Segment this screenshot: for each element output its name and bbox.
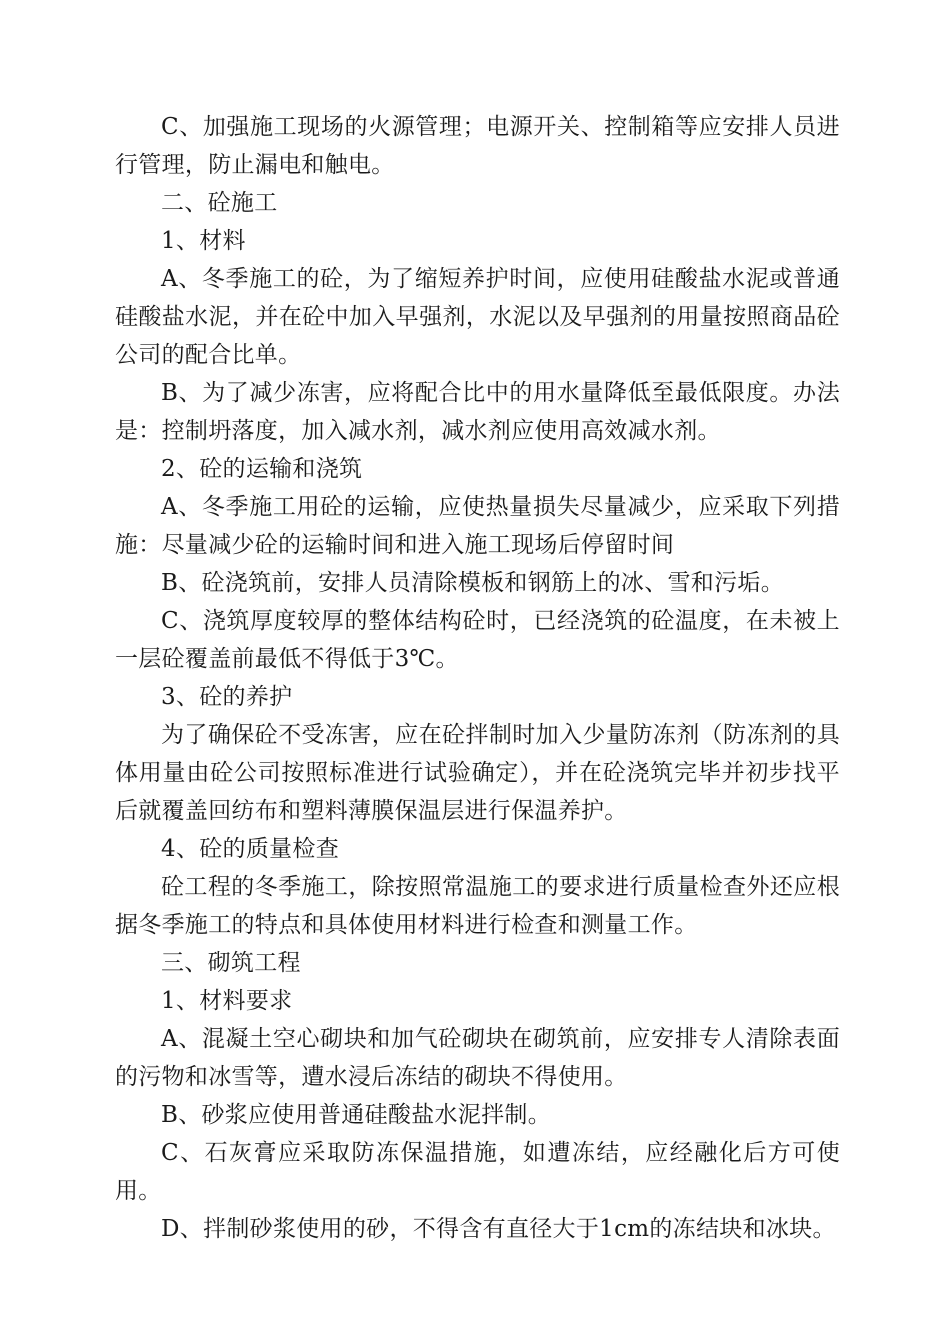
paragraph-lime-paste: C、石灰膏应采取防冻保温措施，如遭冻结，应经融化后方可使用。 [115,1140,840,1204]
subheading-curing: 3、砼的养护 [161,684,293,710]
paragraph-min-temperature: C、浇筑厚度较厚的整体结构砼时，已经浇筑的砼温度，在未被上一层砼覆盖前最低不得低于3℃。 [115,608,840,672]
paragraph-water-reduction: B、为了减少冻害，应将配合比中的用水量降低至最低限度。办法是：控制坍落度，加入减水剂，减水剂应使用高效减水剂。 [115,380,840,444]
subheading-quality-inspection: 4、砼的质量检查 [161,836,340,862]
paragraph-antifreeze: 为了确保砼不受冻害，应在砼拌制时加入少量防冻剂（防冻剂的具体用量由砼公司按照标准进行试验确定），并在砼浇筑完毕并初步找平后就覆盖回纺布和塑料薄膜保温层进行保温养护。 [115,722,840,824]
subheading-material-requirements: 1、材料要求 [161,988,293,1014]
paragraph-sand: D、拌制砂浆使用的砂，不得含有直径大于1cm的冻结块和冰块。 [161,1216,836,1242]
heading-masonry: 三、砌筑工程 [161,950,301,976]
subheading-transport-pouring: 2、砼的运输和浇筑 [161,456,363,482]
paragraph-clean-formwork: B、砼浇筑前，安排人员清除模板和钢筋上的冰、雪和污垢。 [161,570,785,596]
heading-concrete-construction: 二、砼施工 [161,190,278,216]
paragraph-transport: A、冬季施工用砼的运输，应使热量损失尽量减少，应采取下列措施：尽量减少砼的运输时间和进入施工现场后停留时间 [115,494,840,558]
paragraph-quality-inspection: 砼工程的冬季施工，除按照常温施工的要求进行质量检查外还应根据冬季施工的特点和具体使用材料进行检查和测量工作。 [115,874,840,938]
paragraph-fire-source: C、加强施工现场的火源管理；电源开关、控制箱等应安排人员进行管理，防止漏电和触电。 [115,114,840,178]
subheading-materials: 1、材料 [161,228,246,254]
document-body [115,108,840,1248]
paragraph-cement-early-strength: A、冬季施工的砼，为了缩短养护时间，应使用硅酸盐水泥或普通硅酸盐水泥，并在砼中加入早强剂，水泥以及早强剂的用量按照商品砼公司的配合比单。 [115,266,840,368]
paragraph-mortar: B、砂浆应使用普通硅酸盐水泥拌制。 [161,1102,552,1128]
paragraph-blocks: A、混凝土空心砌块和加气砼砌块在砌筑前，应安排专人清除表面的污物和冰雪等，遭水浸后冻结的砌块不得使用。 [115,1026,840,1090]
